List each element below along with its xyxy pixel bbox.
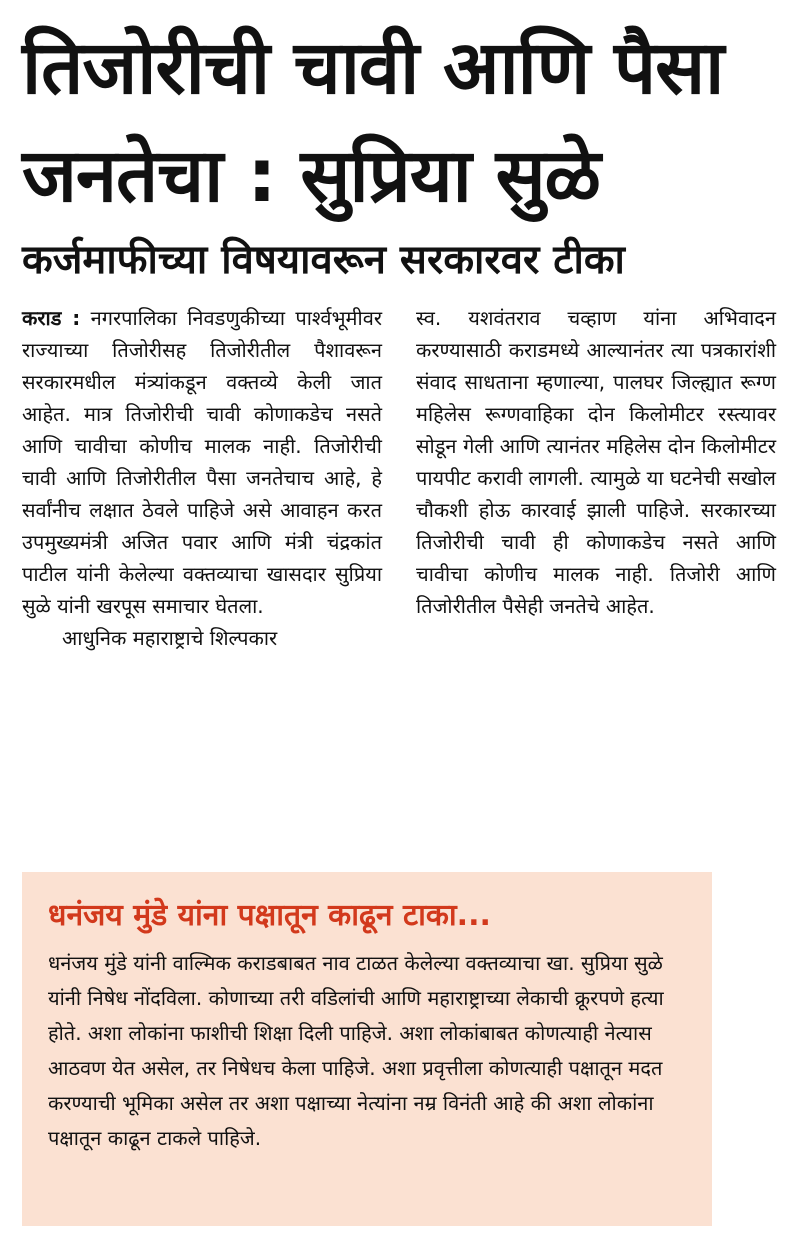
article-column-1 (22, 302, 382, 654)
article-column-2 (416, 302, 776, 654)
article-paragraph-2: आधुनिक महाराष्ट्राचे शिल्पकार (62, 626, 278, 650)
article-paragraph-1-text: नगरपालिका निवडणुकीच्या पार्श्वभूमीवर राज्याच्या तिजोरीसह तिजोरीतील पैशावरून सरकारमधील मंत्र्यांकडून वक्तव्ये केली जात आहेत. मात्र तिजोरीची चावी कोणाकडेच नसते आणि चावीचा कोणीच मालक नाही. तिजोरीची चावी आणि तिजोरीतील पैसा जनतेचाच आहे, हे सर्वांनीच लक्षात ठेवले पाहिजे असे आवाहन करत उपमुख्यमंत्री अजित पवार आणि मंत्री चंद्रकांत पाटील यांनी केलेल्या वक्तव्याचा खासदार सुप्रिया सुळे यांनी खरपूस समाचार घेतला. (22, 306, 382, 618)
sidebar-body: धनंजय मुंडे यांनी वाल्मिक कराडबाबत नाव टाळत केलेल्या वक्तव्याचा खा. सुप्रिया सुळे यांनी निषेध नोंदविला. कोणाच्या तरी वडिलांची आणि महाराष्ट्राच्या लेकाची क्रूरपणे हत्या होते. अशा लोकांना फाशीची शिक्षा दिली पाहिजे. अशा लोकांबाबत कोणत्याही नेत्यास आठवण येत असेल, तर निषेधच केला पाहिजे. अशा प्रवृत्तीला कोणत्याही पक्षातून मदत करण्याची भूमिका असेल तर अशा पक्षाच्या नेत्यांना नम्र विनंती आहे की अशा लोकांना पक्षातून काढून टाकले पाहिजे. (48, 951, 664, 1150)
sidebar-title: धनंजय मुंडे यांना पक्षातून काढून टाका... (48, 898, 491, 933)
subheadline: कर्जमाफीच्या विषयावरून सरकारवर टीका (22, 237, 625, 283)
dateline: कराड : (22, 306, 81, 330)
headline-line-1: तिजोरीची चावी आणि पैसा (22, 25, 724, 111)
article-paragraph-1 (22, 302, 382, 622)
headline (22, 14, 776, 230)
article-columns (22, 302, 776, 654)
headline-line-2: जनतेचा : सुप्रिया सुळे (22, 133, 600, 219)
sidebar-box (22, 872, 712, 1226)
article-paragraph-3: स्व. यशवंतराव चव्हाण यांना अभिवादन करण्यासाठी कराडमध्ये आल्यानंतर त्या पत्रकारांशी संवाद साधताना म्हणाल्या, पालघर जिल्ह्यात रूग्ण महिलेस रूग्णवाहिका दोन किलोमीटर रस्त्यावर सोडून गेली आणि त्यानंतर महिलेस दोन किलोमीटर पायपीट करावी लागली. त्यामुळे या घटनेची सखोल चौकशी होऊ कारवाई झाली पाहिजे. सरकारच्या तिजोरीची चावी ही कोणाकडेच नसते आणि चावीचा कोणीच मालक नाही. तिजोरी आणि तिजोरीतील पैसेही जनतेचे आहेत. (416, 306, 776, 618)
